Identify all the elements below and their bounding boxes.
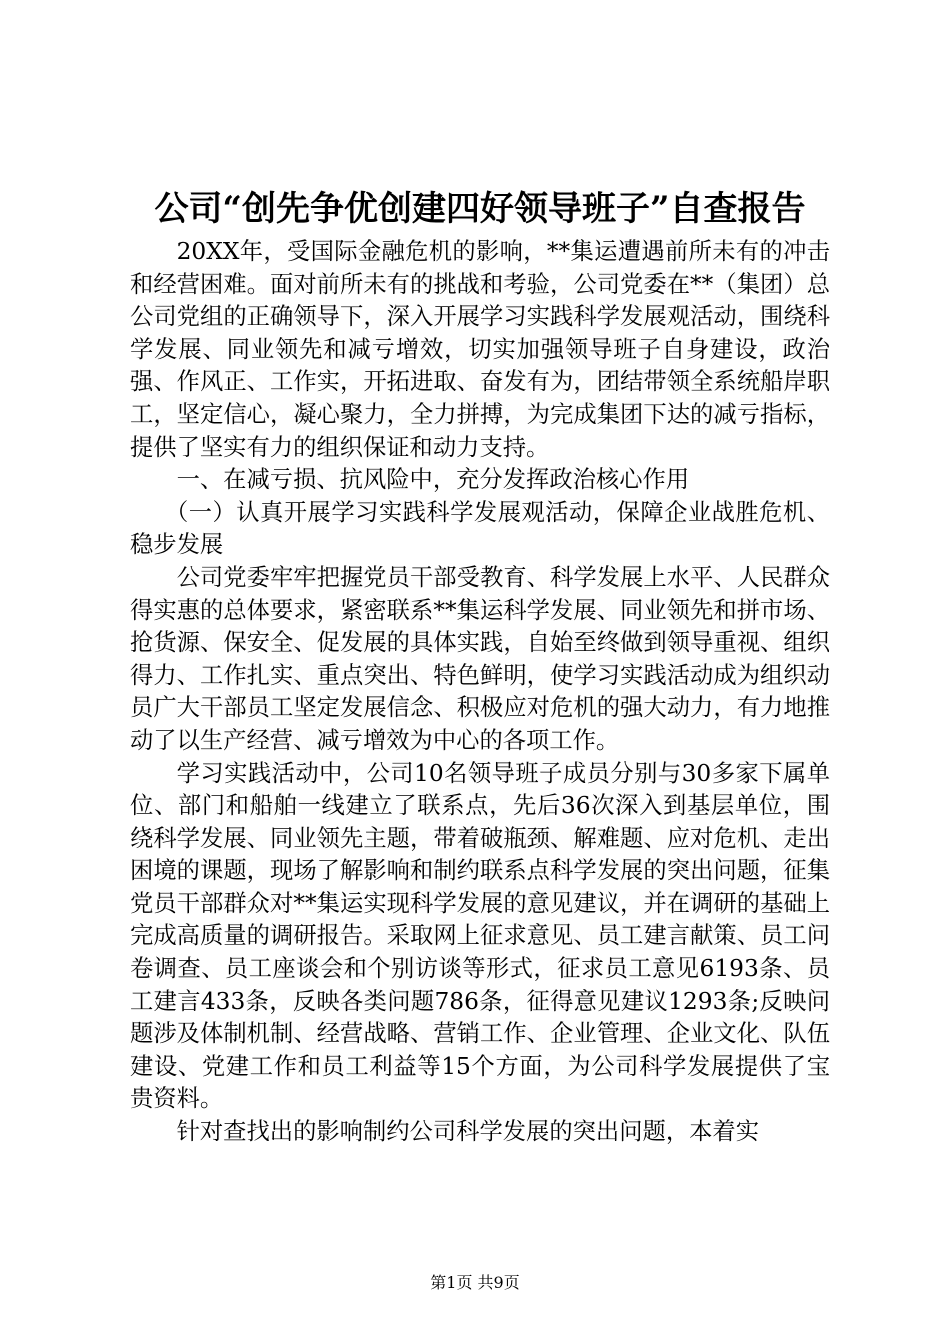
section-heading-1: 一、在减亏损、抗风险中，充分发挥政治核心作用 [176,466,690,494]
document-body [130,236,830,1149]
paragraph-body: 学习实践活动中，公司10名领导班子成员分别与30多家下属单位、部门和船舶一线建立了联系点，先后36次深入到基层单位，围绕科学发展、同业领先主题，带着破瓶颈、解难题、应对危机、走出困境的课题，现场了解影响和制约联系点科学发展的突出问题，征集党员干部群众对**集运实现科学发展的意见建议，并在调研的基础上完成高质量的调研报告。采取网上征求意见、员工建言献策、员工问卷调查、员工座谈会和个别访谈等形式，征求员工意见6193条、员工建言433条，反映各类问题786条，征得意见建议1293条;反映问题涉及体制机制、经营战略、营销工作、企业管理、企业文化、队伍建设、党建工作和员工利益等15个方面，为公司科学发展提供了宝贵资料。 [130,759,830,1113]
page-number-footer: 第1页 共9页 [430,1273,520,1292]
paragraph-body: 针对查找出的影响制约公司科学发展的突出问题，本着实 [176,1118,760,1146]
paragraph-body: 公司党委牢牢把握党员干部受教育、科学发展上水平、人民群众得实惠的总体要求，紧密联系**集运科学发展、同业领先和拼市场、抢货源、保安全、促发展的具体实践，自始至终做到领导重视、组织得力、工作扎实、重点突出、特色鲜明，使学习实践活动成为组织动员广大干部员工坚定发展信念、积极应对危机的强大动力，有力地推动了以生产经营、减亏增效为中心的各项工作。 [130,563,830,754]
paragraph-intro: 20XX年，受国际金融危机的影响，**集运遭遇前所未有的冲击和经营困难。面对前所未有的挑战和考验，公司党委在**（集团）总公司党组的正确领导下，深入开展学习实践科学发展观活动，围绕科学发展、同业领先和减亏增效，切实加强领导班子自身建设，政治强、作风正、工作实，开拓进取、奋发有为，团结带领全系统船岸职工，坚定信心，凝心聚力，全力拼搏，为完成集团下达的减亏指标，提供了坚实有力的组织保证和动力支持。 [130,238,830,461]
document-title: 公司“创先争优创建四好领导班子”自查报告 [154,189,806,229]
subsection-heading-1: （一）认真开展学习实践科学发展观活动，保障企业战胜危机、稳步发展 [130,498,830,559]
